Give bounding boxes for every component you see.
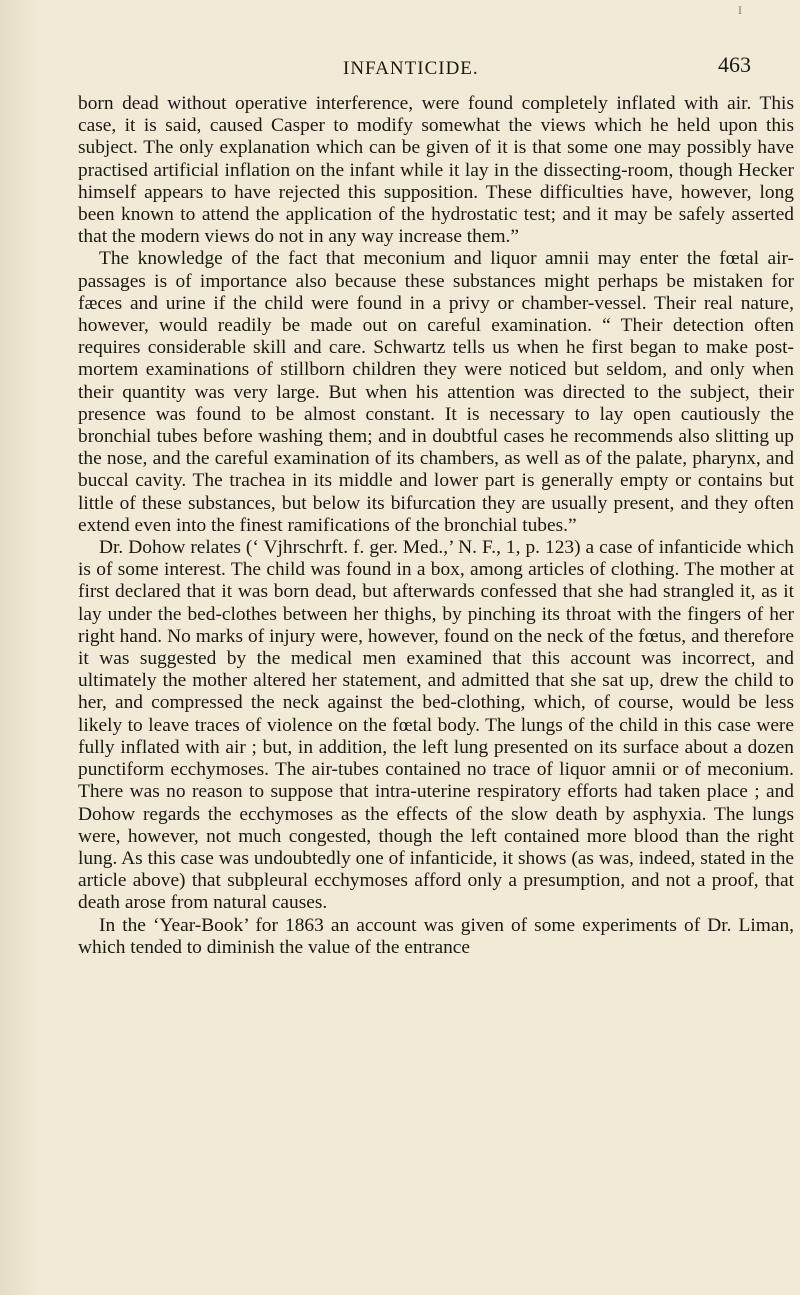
page-number: 463 [718,52,751,77]
page-mark: I [738,6,742,17]
paragraph-year-book: In the ‘Year-Book’ for 1863 an account was given of some experiments of Dr. Liman, which tended to diminish the value of the entrance [78,914,794,958]
paragraph-meconium: The knowledge of the fact that meconium and liquor amnii may enter the fœtal air-passages is of importance also because these substances might perhaps be mistaken for fæces and urine if the child were found in a privy or chamber-vessel. Their real nature, however, would readily be made out on careful examination. “ Their detection often requires considerable skill and care. Schwartz tells us when he first began to make post-mortem examinations of stillborn children they were noticed but seldom, and only when their quantity was very large. But when his attention was directed to the subject, their presence was found to be almost constant. It is necessary to lay open cautiously the bronchial tubes before washing them; and in doubtful cases he recommends also slitting up the nose, and the careful examination of its chambers, as well as of the palate, pharynx, and buccal cavity. The trachea in its middle and lower part is generally empty or contains but little of these substances, but below its bifurcation they are usually present, and they often extend even into the finest ramifications of the bronchial tubes.” [78,248,794,536]
page-gutter-shadow [0,0,38,1295]
paragraph-continued: born dead without operative interference, were found completely inflated with air. This case, it is said, caused Casper to modify somewhat the views which he held upon this subject. The only explanation which can be given of it is that some one may possibly have practised artificial inflation on the infant while it lay in the dissecting-room, though Hecker himself appears to have rejected this supposition. These difficulties have, however, long been known to attend the application of the hydrostatic test; and it may be safely asserted that the modern views do not in any way increase them.” [78,93,794,248]
running-head: INFANTICIDE. [343,58,479,79]
body-text [78,93,794,959]
paragraph-dohow-case: Dr. Dohow relates (‘ Vjhrschrft. f. ger. Med.,’ N. F., 1, p. 123) a case of infanticide which is of some interest. The child was found in a box, among articles of clothing. The mother at first declared that it was born dead, but afterwards confessed that she had strangled it, as it lay under the bed-clothes between her thighs, by pinching its throat with the fingers of her right hand. No marks of injury were, however, found on the neck of the fœtus, and therefore it was suggested by the medical men examined that this account was incorrect, and ultimately the mother altered her statement, and admitted that she sat up, drew the child to her, and compressed the neck against the bed-clothing, which, of course, would be less likely to leave traces of violence on the fœtal body. The lungs of the child in this case were fully inflated with air ; but, in addition, the left lung presented on its surface about a dozen punctiform ecchymoses. The air-tubes contained no trace of liquor amnii or of meconium. There was no reason to suppose that intra-uterine respiratory efforts had taken place ; and Dohow regards the ecchymoses as the effects of the slow death by asphyxia. The lungs were, however, not much congested, though the left contained more blood than the right lung. As this case was undoubtedly one of infanticide, it shows (as was, indeed, stated in the article above) that subpleural ecchymoses afford only a presumption, and not a proof, that death arose from natural causes. [78,537,794,914]
